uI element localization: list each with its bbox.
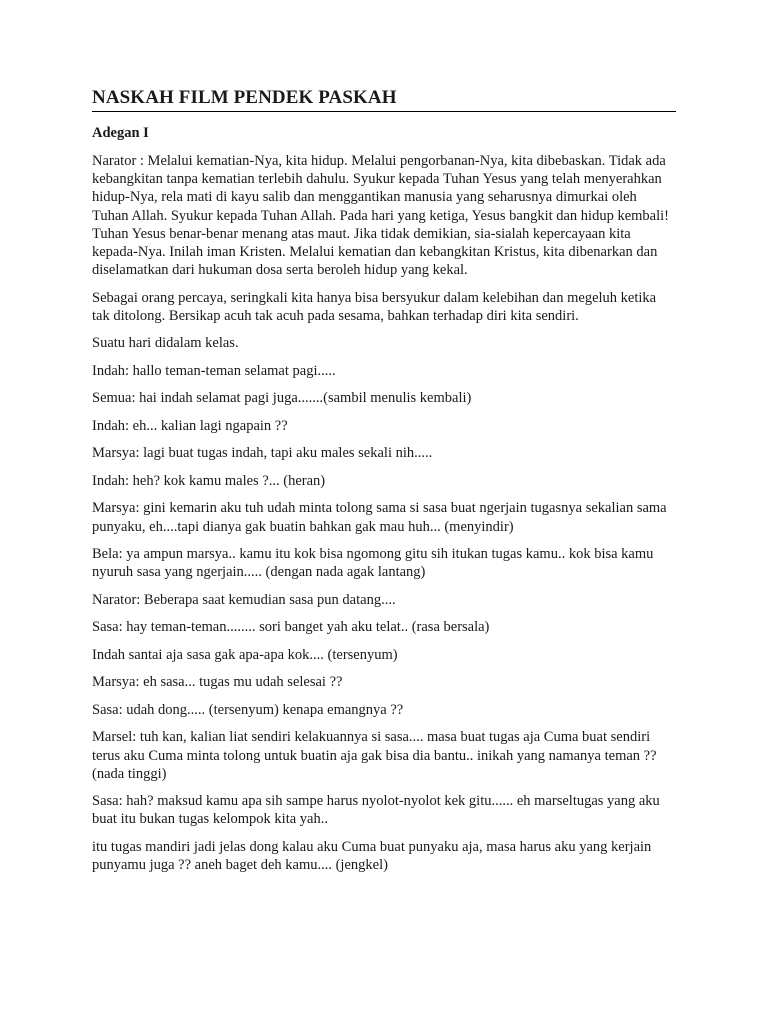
dialogue-line: Indah: hallo teman-teman selamat pagi.....	[92, 362, 336, 379]
dialogue-line: Indah: eh... kalian lagi ngapain ??	[92, 417, 288, 434]
dialogue-line: Marsya: lagi buat tugas indah, tapi aku males sekali nih.....	[92, 445, 433, 462]
dialogue-line: Marsya: gini kemarin aku tuh udah minta tolong sama si sasa buat ngerjain tugasnya sekalian sama punyaku, eh....tapi dianya gak buatin bahkan gak mau huh... (menyindir)	[92, 500, 667, 535]
dialogue-line: Bela: ya ampun marsya.. kamu itu kok bisa ngomong gitu sih itukan tugas kamu.. kok bisa kamu nyuruh sasa yang ngerjain..... (dengan nada agak lantang)	[92, 546, 654, 581]
scene-heading: Adegan I	[92, 125, 149, 141]
dialogue-line: Indah: heh? kok kamu males ?... (heran)	[92, 472, 326, 489]
dialogue-line: Sasa: udah dong..... (tersenyum) kenapa emangnya ??	[92, 701, 404, 718]
narration-paragraph: Sebagai orang percaya, seringkali kita hanya bisa bersyukur dalam kelebihan dan megeluh ketika tak ditolong. Bersikap acuh tak acuh pada sesama, bahkan terhadap diri kita sendiri.	[92, 289, 657, 324]
narration-line: Narator: Beberapa saat kemudian sasa pun datang....	[92, 591, 396, 608]
dialogue-line: Sasa: hay teman-teman........ sori banget yah aku telat.. (rasa bersala)	[92, 619, 490, 636]
dialogue-line: Indah santai aja sasa gak apa-apa kok.... (tersenyum)	[92, 646, 398, 663]
dialogue-line: Sasa: hah? maksud kamu apa sih sampe harus nyolot-nyolot kek gitu...... eh marseltugas yang aku buat itu bukan tugas kelompok kita yah..	[92, 793, 660, 828]
dialogue-line: itu tugas mandiri jadi jelas dong kalau aku Cuma buat punyaku aja, masa harus aku yang kerjain punyamu juga ?? aneh baget deh kamu.... (jengkel)	[92, 838, 652, 874]
document-title: NASKAH FILM PENDEK PASKAH	[92, 86, 676, 112]
narration-paragraph: Narator : Melalui kematian-Nya, kita hidup. Melalui pengorbanan-Nya, kita dibebaskan. Tidak ada kebangkitan tanpa kematian terlebih dahulu. Syukur kepada Tuhan Yesus yang telah menyerahkan hidup-Nya, rela mati di kayu salib dan menggantikan manusia yang seharusnya dimurkai oleh Tuhan Allah. Syukur kepada Tuhan Allah. Pada hari yang ketiga, Yesus bangkit dan hidup kembali! Tuhan Yesus benar-benar menang atas maut. Jika tidak demikian, sia-sialah kepercayaan kita kepada-Nya. Inilah iman Kristen. Melalui kematian dan kebangkitan Kristus, kita dibenarkan dan diselamatkan dari hukuman dosa serta beroleh hidup yang kekal.	[92, 153, 669, 279]
dialogue-line: Marsel: tuh kan, kalian liat sendiri kelakuannya si sasa.... masa buat tugas aja Cuma buat sendiri terus aku Cuma minta tolong untuk buatin aja gak bisa dia bantu.. inikah yang namanya teman ?? (nada tinggi)	[92, 729, 657, 782]
dialogue-line: Marsya: eh sasa... tugas mu udah selesai ??	[92, 674, 343, 691]
stage-direction: Suatu hari didalam kelas.	[92, 335, 239, 352]
dialogue-line: Semua: hai indah selamat pagi juga.......(sambil menulis kembali)	[92, 390, 472, 407]
document-page	[92, 86, 676, 884]
